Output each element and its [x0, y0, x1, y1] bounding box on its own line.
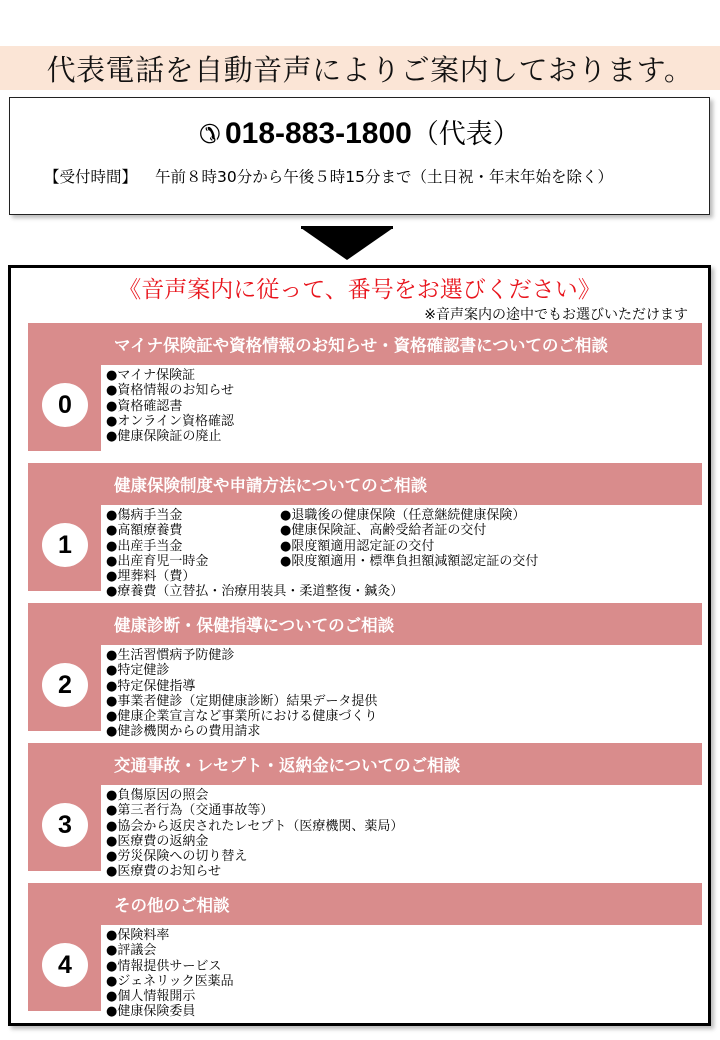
section-items-col2	[280, 508, 538, 569]
list-item: ●個人情報開示	[106, 989, 196, 1005]
list-item: ●限度額適用認定証の交付	[280, 538, 435, 554]
list-item: ●生活習慣病予防健診	[106, 648, 235, 663]
list-item: ●出産手当金	[106, 538, 183, 554]
list-item: ●埋葬料（費）	[106, 569, 196, 585]
list-item: ●事業者健診（定期健康診断）結果データ提供	[106, 693, 378, 709]
section-items	[106, 648, 377, 740]
list-item: ●医療費の返納金	[106, 833, 209, 849]
section-items	[106, 368, 234, 444]
voice-guide-panel	[8, 265, 711, 1026]
section-header	[28, 743, 702, 785]
list-item: ●健康企業宣言など事業所における健康づくり	[106, 709, 378, 725]
section-items	[106, 928, 234, 1020]
hours-text: 午前８時30分から午後５時15分まで（土日祝・年末年始を除く）	[155, 168, 613, 186]
list-item: ●資格確認書	[106, 398, 183, 414]
list-item: ●高額療養費	[106, 523, 183, 539]
phone-suffix: （代表）	[411, 119, 520, 150]
section-1	[28, 463, 702, 600]
header-banner	[0, 46, 720, 90]
list-item: ●健康保険証、高齢受給者証の交付	[280, 523, 487, 539]
business-hours	[44, 165, 613, 187]
hours-label: 【受付時間】	[44, 168, 138, 186]
section-title: 健康診断・保健指導についてのご相談	[114, 616, 395, 635]
list-item: ●特定保健指導	[106, 678, 196, 694]
list-item: ●退職後の健康保険（任意継続健康保険）	[280, 508, 526, 523]
section-title: その他のご相談	[114, 896, 230, 915]
option-number-badge: 0	[42, 383, 88, 427]
list-item: ●医療費のお知らせ	[106, 864, 221, 880]
section-2	[28, 603, 702, 740]
option-number-badge: 1	[42, 523, 88, 567]
guide-note: ※音声案内の途中でもお選びいただけます	[424, 307, 688, 323]
list-item: ●出産育児一時金	[106, 553, 209, 569]
section-header	[28, 323, 702, 365]
phone-info-box	[9, 97, 710, 215]
section-4	[28, 883, 702, 1020]
list-item: ●健康保険委員	[106, 1004, 196, 1020]
list-item: ●健診機関からの費用請求	[106, 724, 261, 740]
list-item: ●第三者行為（交通事故等）	[106, 803, 274, 819]
list-item: ●協会から返戻されたレセプト（医療機関、薬局）	[106, 818, 404, 834]
list-item: ●傷病手当金	[106, 508, 183, 523]
phone-line	[10, 112, 709, 151]
section-header	[28, 463, 702, 505]
option-number-badge: 4	[42, 943, 88, 987]
list-item: ●特定健診	[106, 663, 170, 679]
list-item: ●情報提供サービス	[106, 958, 222, 974]
list-item: ●負傷原因の照会	[106, 788, 209, 803]
down-arrow-icon	[301, 228, 393, 260]
phone-icon: ✆	[199, 120, 221, 150]
option-number-badge: 2	[42, 663, 88, 707]
section-title: 交通事故・レセプト・返納金についてのご相談	[114, 756, 461, 775]
section-header	[28, 883, 702, 925]
section-3	[28, 743, 702, 880]
list-item: ●ジェネリック医薬品	[106, 973, 234, 989]
option-number-badge: 3	[42, 803, 88, 847]
guide-title: 《音声案内に従って、番号をお選びください》	[118, 277, 601, 303]
list-item: ●マイナ保険証	[106, 368, 196, 383]
list-item: ●オンライン資格確認	[106, 413, 234, 429]
list-item: ●労災保険への切り替え	[106, 849, 248, 865]
list-item: ●健康保険証の廃止	[106, 429, 222, 445]
section-title: 健康保険制度や申請方法についてのご相談	[114, 476, 428, 495]
list-item: ●保険料率	[106, 928, 170, 943]
section-header	[28, 603, 702, 645]
phone-number[interactable]: 018-883-1800	[224, 117, 412, 150]
list-item: ●療養費（立替払・治療用装具・柔道整復・鍼灸）	[106, 584, 404, 600]
section-items	[106, 788, 403, 880]
banner-text: 代表電話を自動音声によりご案内しております。	[46, 52, 694, 87]
list-item: ●評議会	[106, 943, 157, 959]
section-0	[28, 323, 702, 448]
list-item: ●限度額適用・標準負担額減額認定証の交付	[280, 553, 539, 569]
list-item: ●資格情報のお知らせ	[106, 383, 234, 399]
section-title: マイナ保険証や資格情報のお知らせ・資格確認書についてのご相談	[114, 336, 608, 355]
